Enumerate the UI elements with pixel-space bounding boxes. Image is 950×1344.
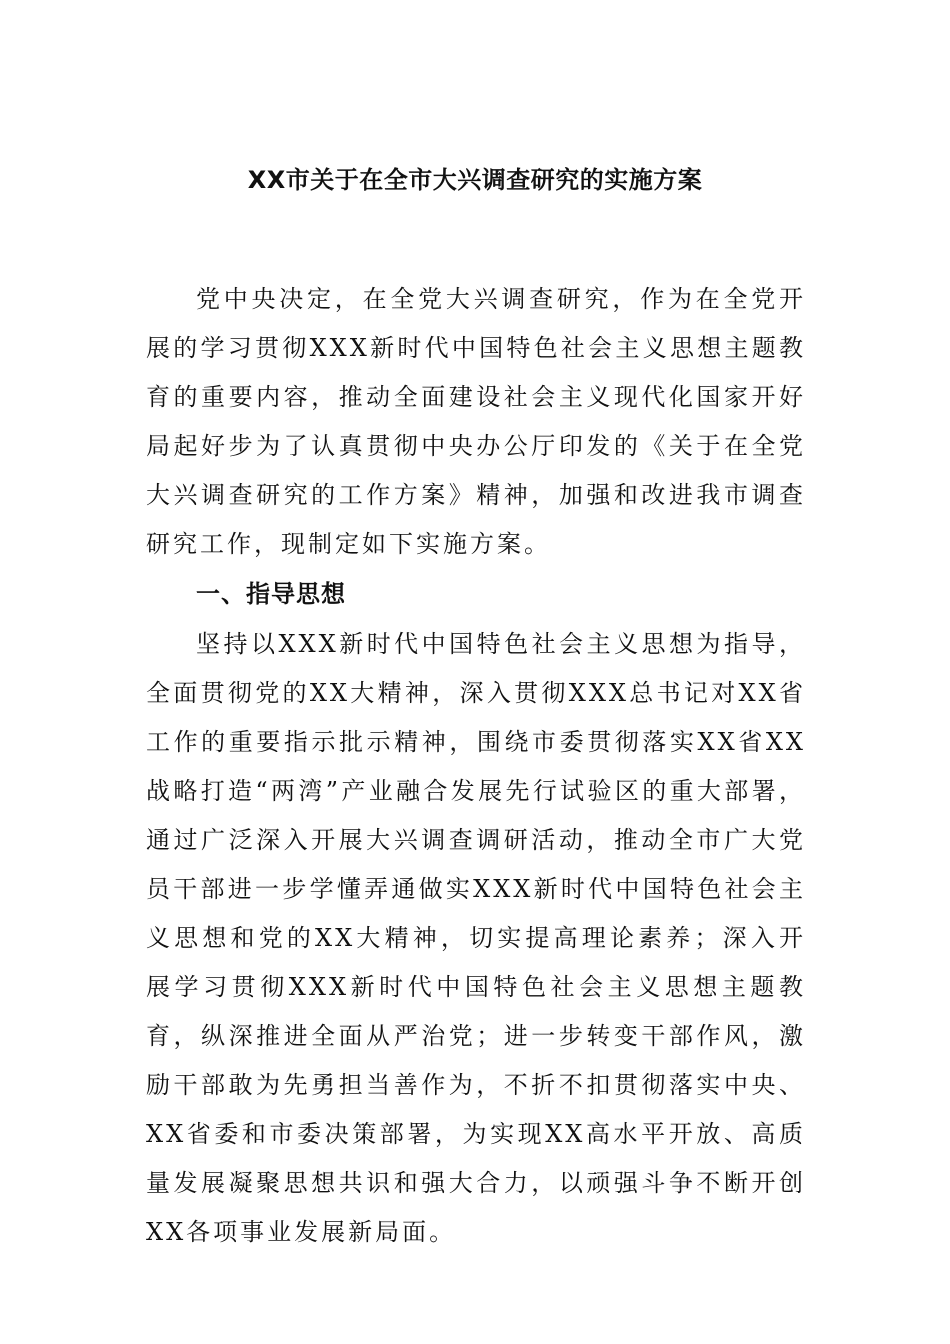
intro-paragraph: 党中央决定，在全党大兴调查研究，作为在全党开展的学习贯彻XXX新时代中国特色社会主义思想主题教育的重要内容，推动全面建设社会主义现代化国家开好局起好步为了认真贯彻中央办公厅印发的《关于在全党大兴调查研究的工作方案》精神，加强和改进我市调查研究工作，现制定如下实施方案。 bbox=[146, 285, 806, 558]
guiding-ideology-paragraph: 坚持以XXX新时代中国特色社会主义思想为指导，全面贯彻党的XX大精神，深入贯彻XXX总书记对XX省工作的重要指示批示精神，围绕市委贯彻落实XX省XX战略打造“两湾”产业融合发展先行试验区的重大部署，通过广泛深入开展大兴调查调研活动，推动全市广大党员干部进一步学懂弄通做实XXX新时代中国特色社会主义思想和党的XX大精神，切实提高理论素养；深入开展学习贯彻XXX新时代中国特色社会主义思想主题教育，纵深推进全面从严治党；进一步转变干部作风，激励干部敢为先勇担当善作为，不折不扣贯彻落实中央、XX省委和市委决策部署，为实现XX高水平开放、高质量发展凝聚思想共识和强大合力，以顽强斗争不断开创XX各项事业发展新局面。 bbox=[146, 630, 806, 1246]
document-title: XX市关于在全市大兴调查研究的实施方案 bbox=[247, 166, 703, 194]
section-heading-guiding-ideology: 一、指导思想 bbox=[196, 580, 346, 608]
